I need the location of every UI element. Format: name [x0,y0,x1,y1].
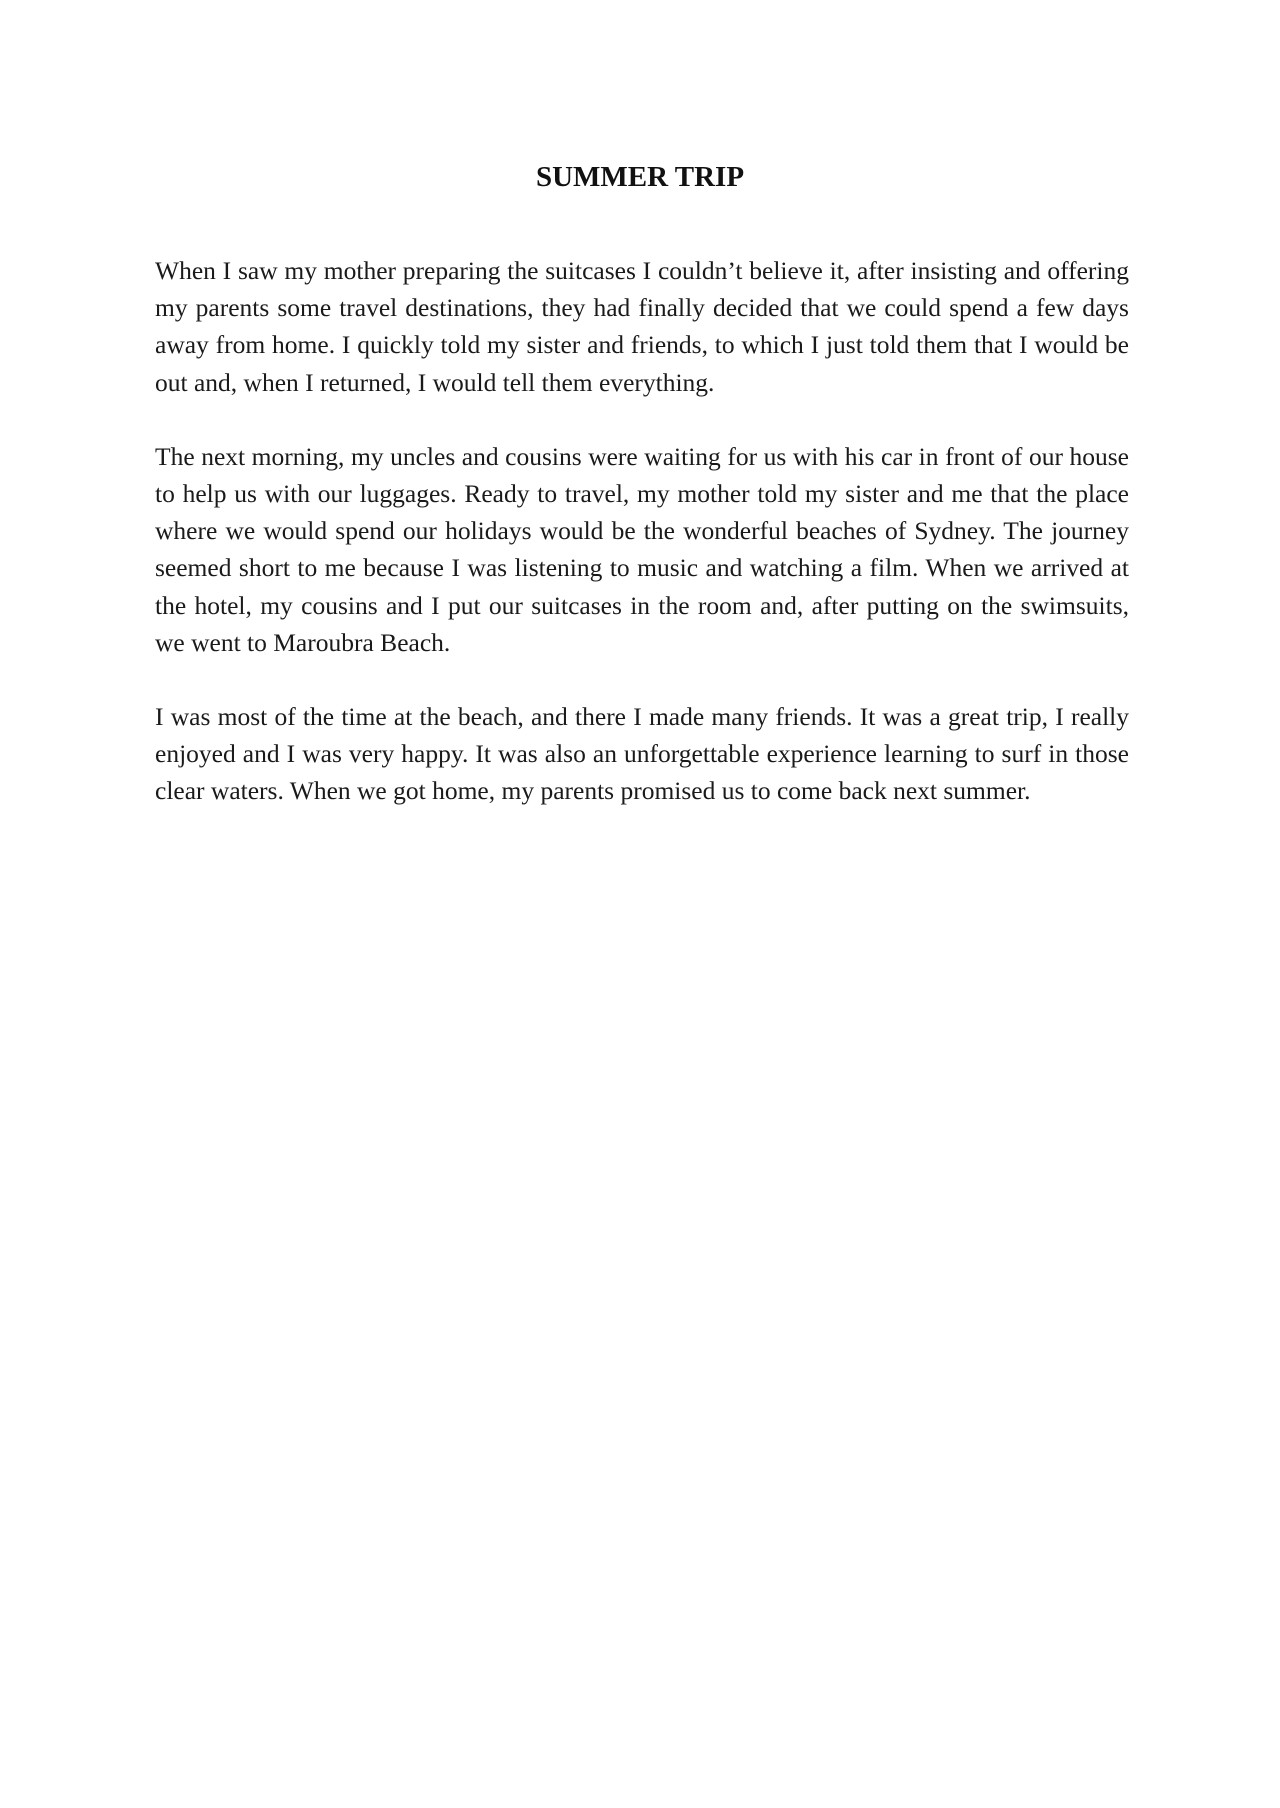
document-body [155,252,1129,810]
paragraph-2: The next morning, my uncles and cousins were waiting for us with his car in front of our house to help us with our luggages. Ready to travel, my mother told my sister and me that the place where we would spend our holidays would be the wonderful beaches of Sydney. The journey seemed short to me because I was listening to music and watching a film. When we arrived at the hotel, my cousins and I put our suitcases in the room and, after putting on the swimsuits, we went to Maroubra Beach. [155,441,1129,657]
paragraph-3: I was most of the time at the beach, and there I made many friends. It was a great trip, I really enjoyed and I was very happy. It was also an unforgettable experience learning to surf in those clear waters. When we got home, my parents promised us to come back next summer. [155,702,1129,806]
document-title: SUMMER TRIP [535,161,745,193]
paragraph-1: When I saw my mother preparing the suitcases I couldn’t believe it, after insisting and offering my parents some travel destinations, they had finally decided that we could spend a few days away from home. I quickly told my sister and friends, to which I just told them that I would be out and, when I returned, I would tell them everything. [155,256,1129,397]
